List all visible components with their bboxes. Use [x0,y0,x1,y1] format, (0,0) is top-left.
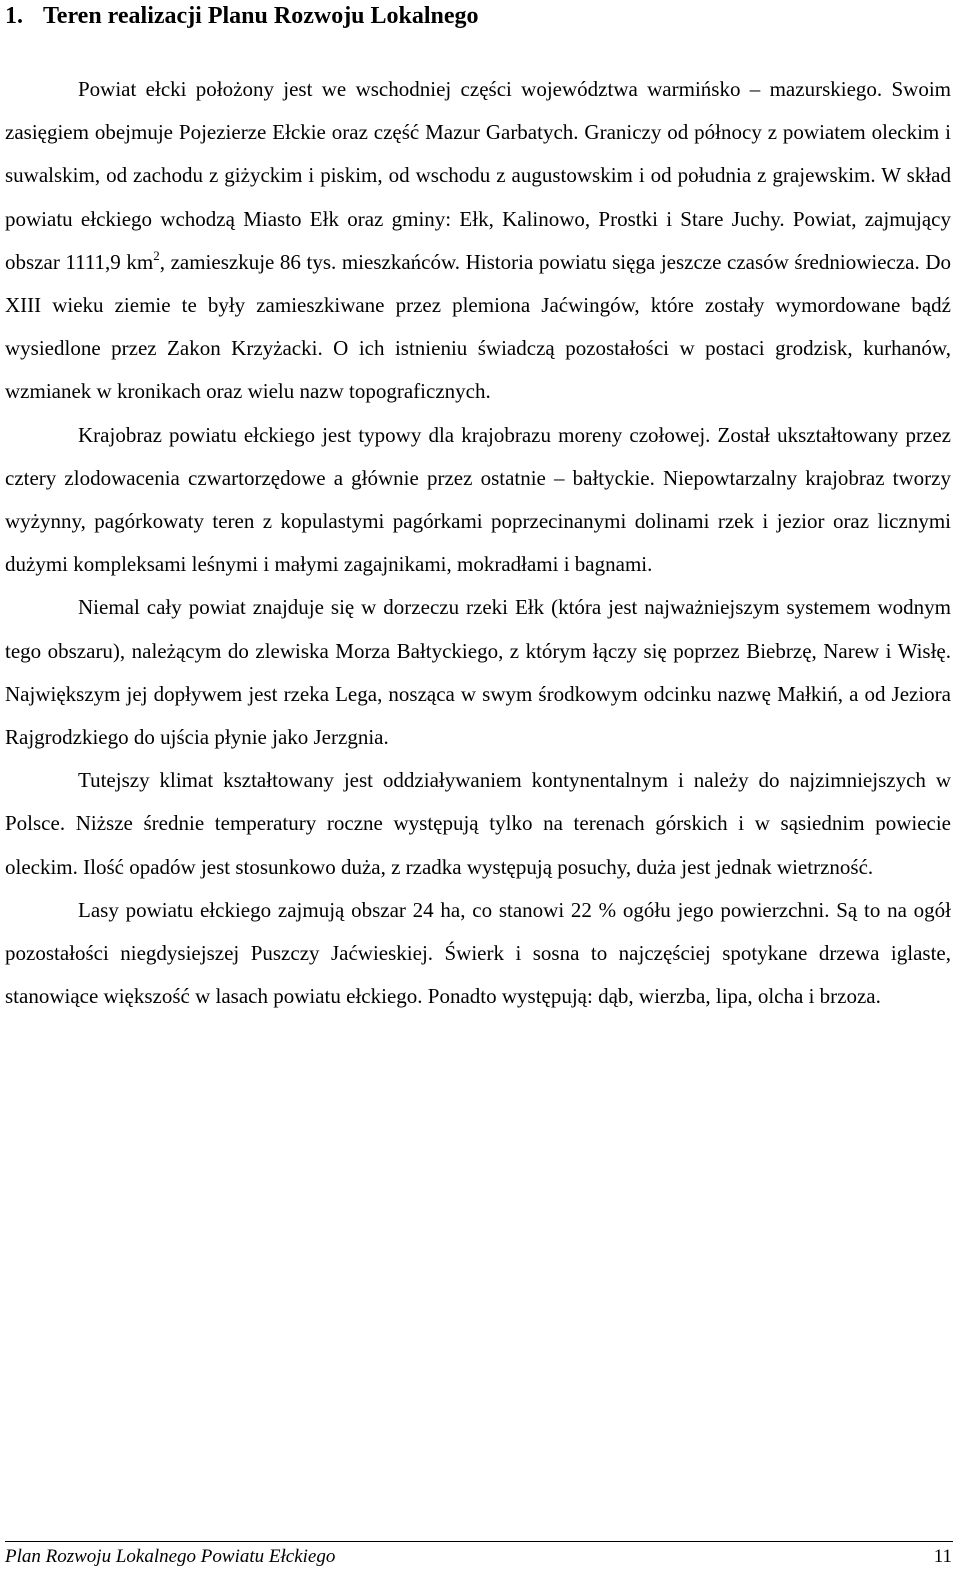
footer-divider [5,1541,953,1542]
paragraph-landscape: Krajobraz powiatu ełckiego jest typowy dla krajobrazu moreny czołowej. Został ukształtowany przez cztery zlodowacenia czwartorzędowe a głównie przez ostatnie – bałtyckie. Niepowtarzalny krajobraz tworzy wyżynny, pagórkowaty teren z kopulastymi pagórkami poprzecinanymi dolinami rzek i jezior oraz licznymi dużymi kompleksami leśnymi i małymi zagajnikami, mokradłami i bagnami. [5,422,951,577]
section-heading [5,0,955,32]
footer-title: Plan Rozwoju Lokalnego Powiatu Ełckiego [5,1546,336,1567]
superscript-unit: 2 [153,247,160,263]
paragraph-climate: Tutejszy klimat kształtowany jest oddziaływaniem kontynentalnym i należy do najzimniejszych w Polsce. Niższe średnie temperatury roczne występują tylko na terenach górskich i w sąsiednim powiecie oleckim. Ilość opadów jest stosunkowo duża, z rzadka występują posuchy, duża jest jednak wietrzność. [5,768,951,879]
paragraph-text: , zamieszkuje 86 tys. mieszkańców. Historia powiatu sięga jeszcze czasów średniowiecza. Do XIII wieku ziemie te były zamieszkiwane przez plemiona Jaćwingów, które zostały wymordowane bądź wysiedlone przez Zakon Krzyżacki. O ich istnieniu świadczą pozostałości w postaci grodzisk, kurhanów, wzmianek w kronikach oraz wielu nazw topograficznych. [5,249,951,404]
section-title: Teren realizacji Planu Rozwoju Lokalnego [43,3,479,29]
paragraph-text: Powiat ełcki położony jest we wschodniej części województwa warmińsko – mazurskiego. Swoim zasięgiem obejmuje Pojezierze Ełckie oraz część Mazur Garbatych. Graniczy od północy z powiatem oleckim i suwalskim, od zachodu z giżyckim i piskim, od wschodu z augustowskim i od południa z grajewskim. W skład powiatu ełckiego wchodzą Miasto Ełk oraz gminy: Ełk, Kalinowo, Prostki i Stare Juchy. Powiat, zajmujący obszar 1111,9 km [5,77,951,274]
document-body [5,68,951,1018]
page-number: 11 [933,1546,952,1567]
paragraph-forests: Lasy powiatu ełckiego zajmują obszar 24 ha, co stanowi 22 % ogółu jego powierzchni. Są to na ogół pozostałości niegdysiejszej Puszczy Jaćwieskiej. Świerk i sosna to najczęściej spotykane drzewa iglaste, stanowiące większość w lasach powiatu ełckiego. Ponadto występują: dąb, wierzba, lipa, olcha i brzoza. [5,897,951,1009]
section-number: 1. [5,3,23,29]
paragraph-hydrology: Niemal cały powiat znajduje się w dorzeczu rzeki Ełk (która jest najważniejszym systemem wodnym tego obszaru), należącym do zlewiska Morza Bałtyckiego, z którym łączy się poprzez Biebrzę, Narew i Wisłę. Największym jej dopływem jest rzeka Lega, nosząca w swym środkowym odcinku nazwę Małkiń, a od Jeziora Rajgrodzkiego do ujścia płynie jako Jerzgnia. [5,595,951,750]
paragraph-location [5,68,951,414]
